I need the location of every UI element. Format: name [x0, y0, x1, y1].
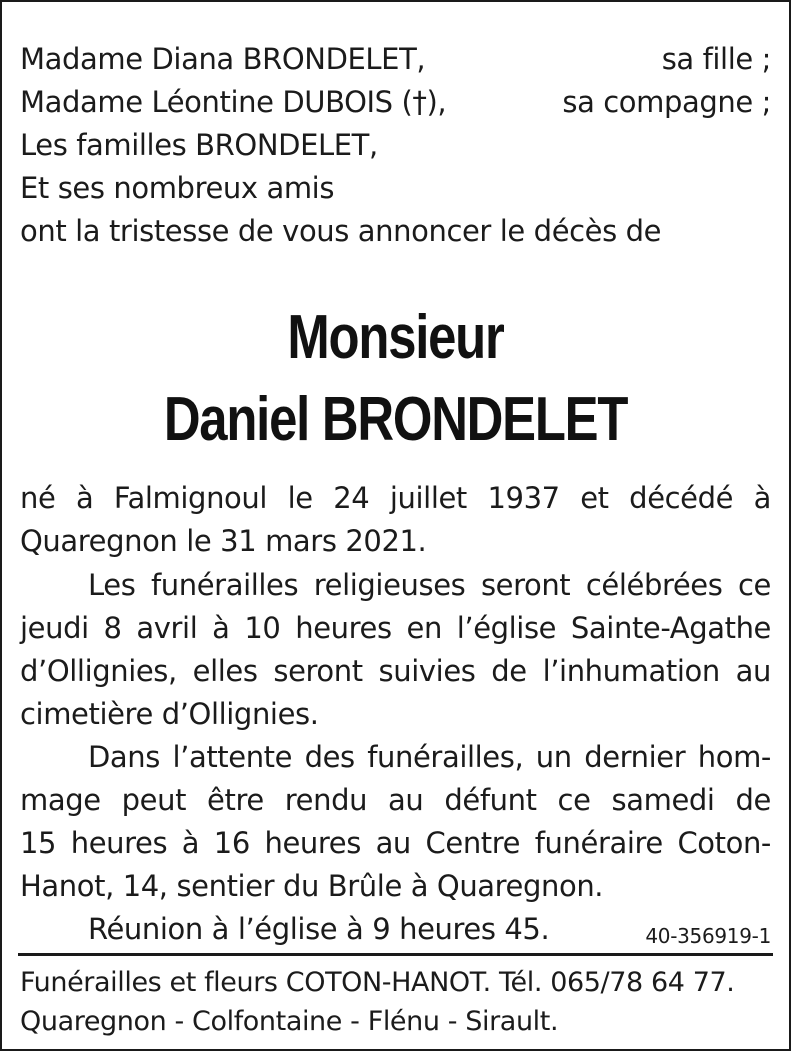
homage-line-3: 15 heures à 16 heures au Centre funéraire Coton-: [20, 826, 771, 860]
funeral-line-4: cimetière d’Ollignies.: [20, 697, 319, 731]
family-member-name: Madame Diana BRONDELET,: [20, 42, 426, 76]
family-row-companion: [20, 81, 771, 124]
funeral-line-1: Les funérailles religieuses seront célébrées ce: [88, 568, 771, 602]
funeral-line-2: jeudi 8 avril à 10 heures en l’église Sainte-Agathe: [20, 611, 771, 645]
homage-line-2: mage peut être rendu au défunt ce samedi de: [20, 783, 771, 817]
birth-line-1: né à Falmignoul le 24 juillet 1937 et décédé à: [20, 481, 771, 515]
family-member-relation: sa fille ;: [661, 42, 771, 76]
deceased-name: Daniel BRONDELET: [163, 385, 628, 454]
notice-reference: 40-356919-1: [645, 924, 771, 948]
announcement-line: ont la tristesse de vous annoncer le décès de: [20, 214, 662, 248]
deceased-title: Monsieur: [287, 303, 504, 372]
homage-line-1: Dans l’attente des funérailles, un dernier hom-: [88, 740, 771, 774]
funeral-line-3: d’Ollignies, elles seront suivies de l’inhumation au: [20, 654, 771, 688]
family-row-daughter: [20, 38, 771, 81]
meeting-line: Réunion à l’église à 9 heures 45.: [88, 912, 550, 946]
footer-line-1: Funérailles et fleurs COTON-HANOT. Tél. 065/78 64 77.: [20, 967, 735, 998]
footer-line-2: Quaregnon - Colfontaine - Flénu - Sirault.: [20, 1006, 559, 1037]
friends-line: Et ses nombreux amis: [20, 171, 335, 205]
family-member-relation: sa compagne ;: [562, 85, 771, 119]
birth-line-2: Quaregnon le 31 mars 2021.: [20, 524, 427, 558]
divider: [18, 953, 773, 956]
homage-line-4: Hanot, 14, sentier du Brûle à Quaregnon.: [20, 869, 604, 903]
family-member-name: Madame Léontine DUBOIS (†),: [20, 85, 447, 119]
families-line: Les familles BRONDELET,: [20, 128, 378, 162]
